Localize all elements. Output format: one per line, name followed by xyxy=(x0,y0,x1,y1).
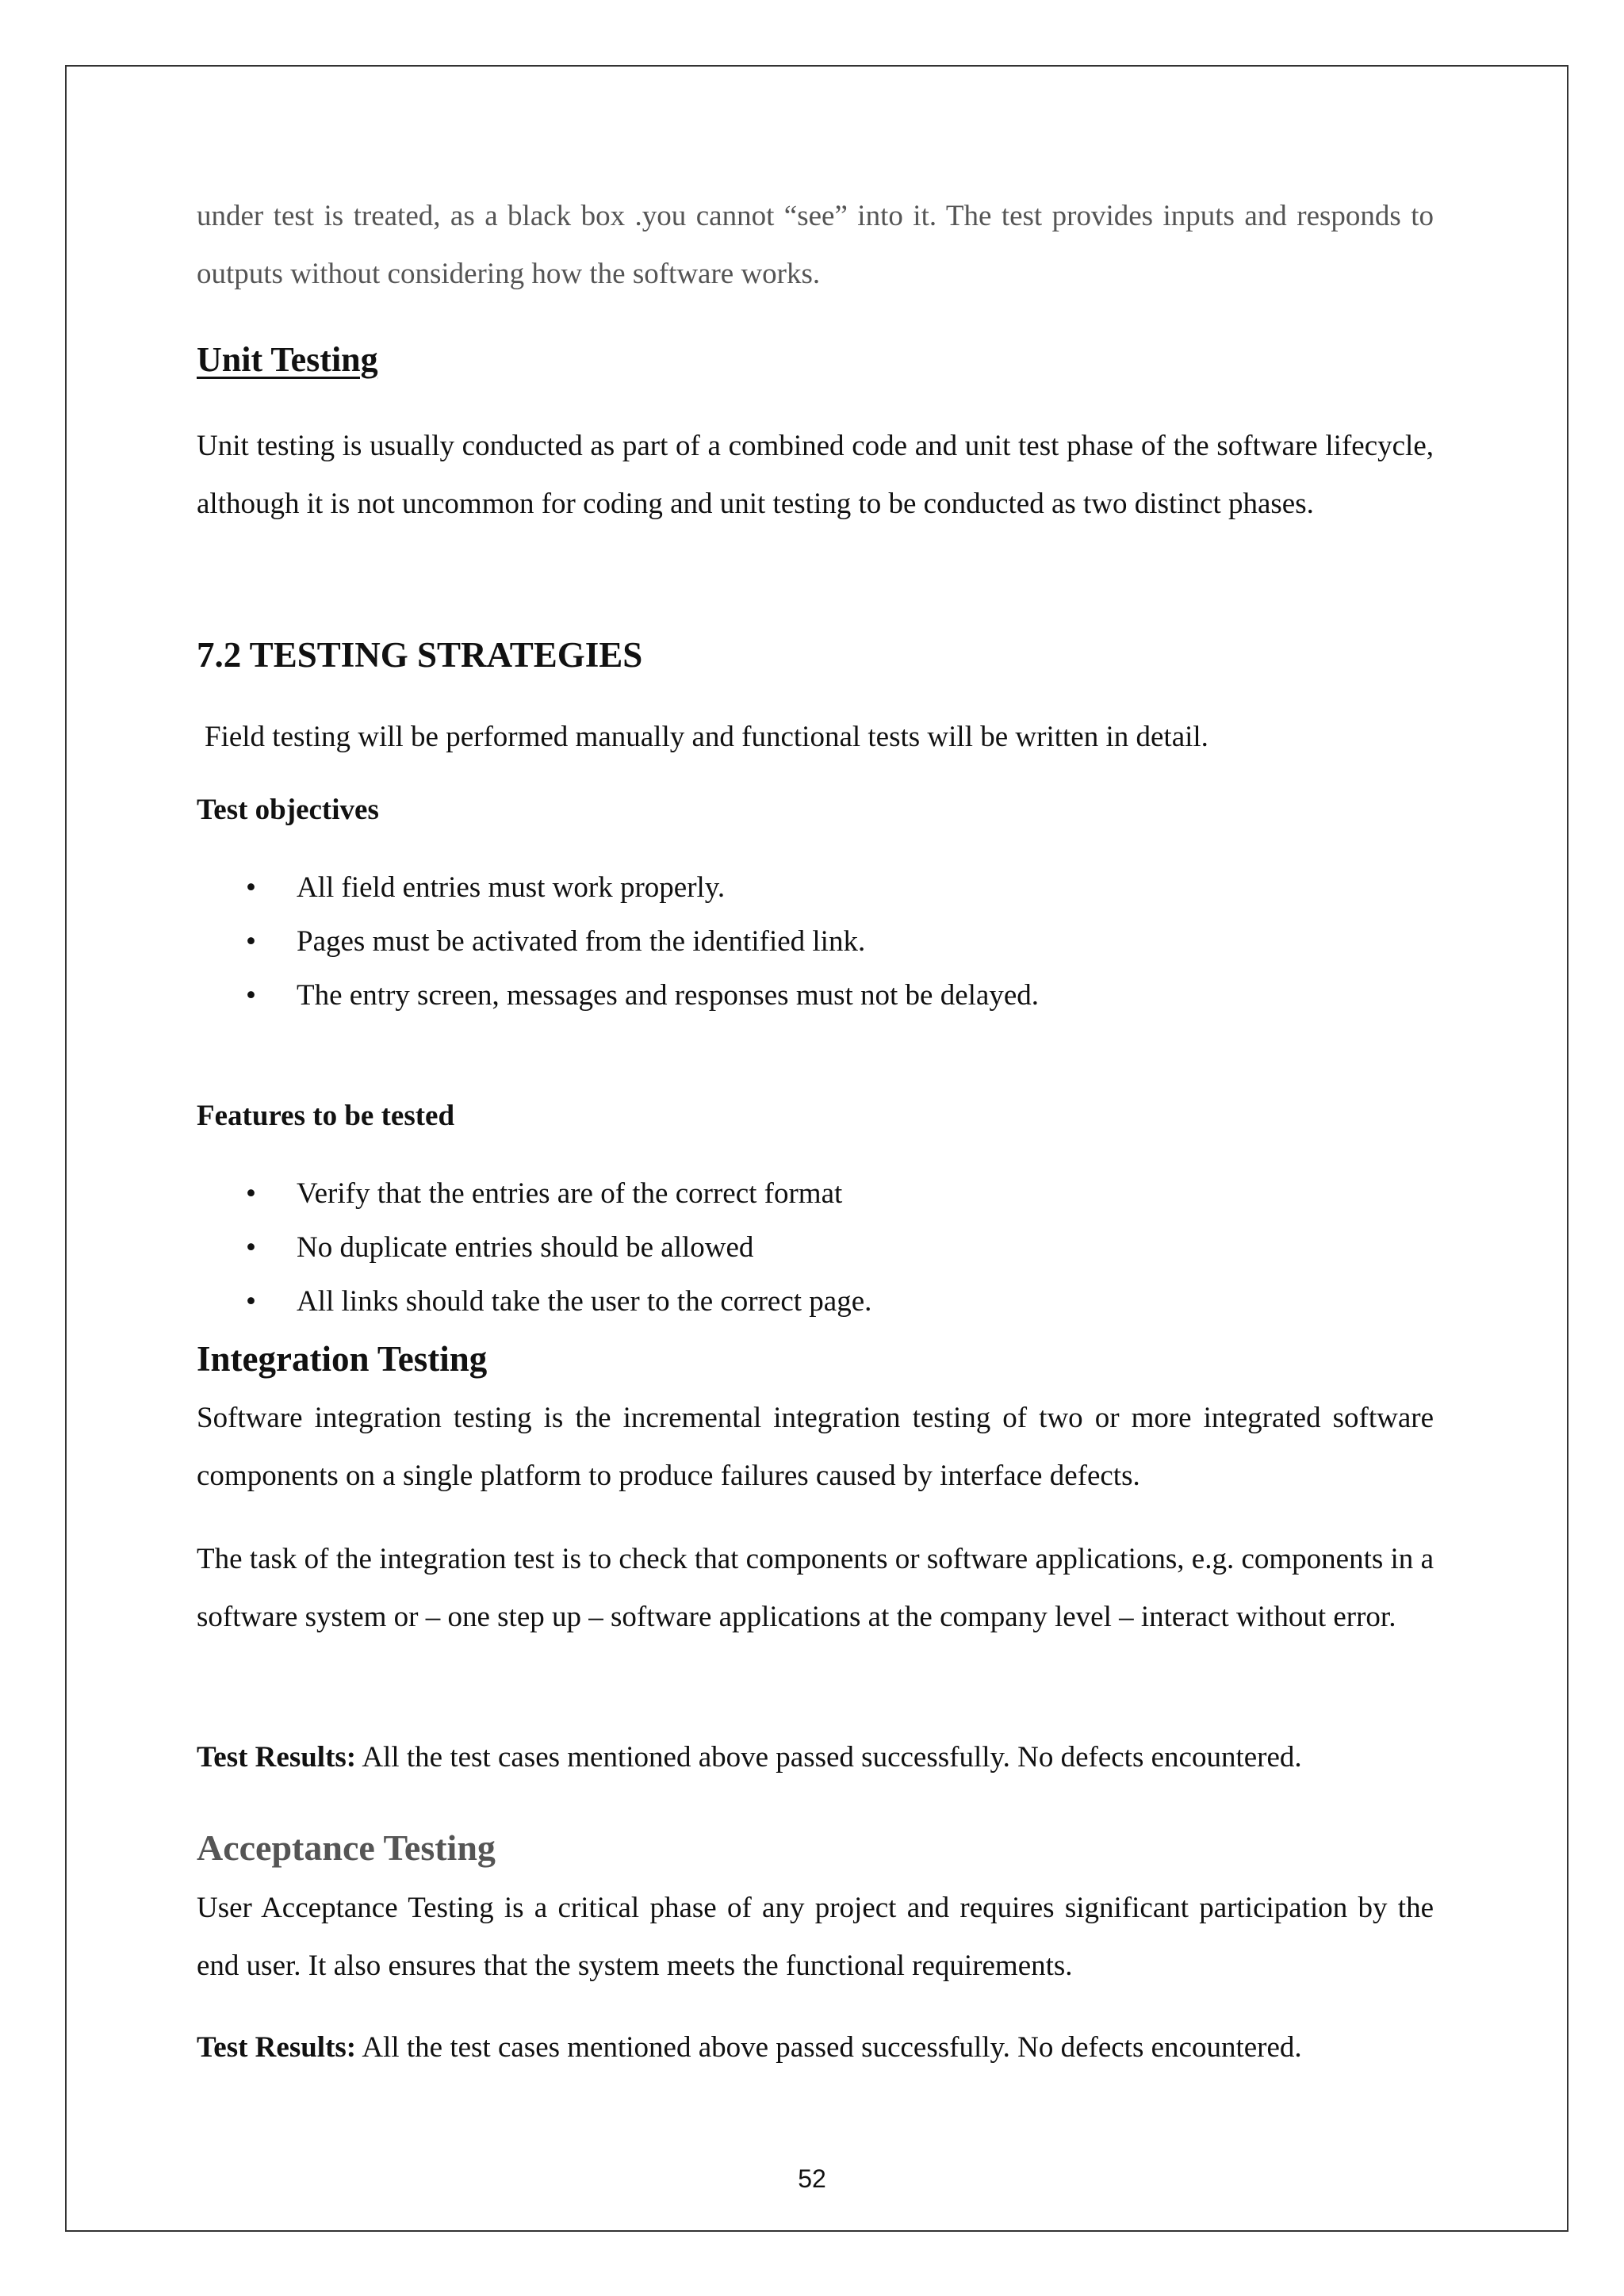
list-item-text: Pages must be activated from the identified link. xyxy=(297,925,866,958)
test-objectives-list xyxy=(197,861,1434,1023)
integration-paragraph-2: The task of the integration test is to check that components or software applications, e.g. components in a software system or – one step up – software applications at the company level – interact without error. xyxy=(197,1543,1434,1633)
list-item xyxy=(197,915,1434,969)
bullet-icon: • xyxy=(246,925,256,958)
list-item-text: The entry screen, messages and responses must not be delayed. xyxy=(297,979,1040,1012)
list-item-text: All field entries must work properly. xyxy=(297,871,726,904)
list-item xyxy=(197,1221,1434,1275)
page-number: 52 xyxy=(798,2164,826,2193)
list-item-text: No duplicate entries should be allowed xyxy=(297,1231,754,1264)
test-results-text: All the test cases mentioned above passed successfully. No defects encountered. xyxy=(356,1741,1302,1774)
bullet-icon: • xyxy=(246,979,256,1012)
strategies-intro: Field testing will be performed manually and functional tests will be written in detail. xyxy=(205,721,1208,753)
acceptance-test-results xyxy=(197,2019,1434,2076)
integration-test-results xyxy=(197,1728,1434,1786)
acceptance-testing-heading: Acceptance Testing xyxy=(197,1827,496,1868)
bullet-icon: • xyxy=(246,1285,256,1318)
testing-strategies-heading: 7.2 TESTING STRATEGIES xyxy=(197,635,643,675)
bullet-icon: • xyxy=(246,1231,256,1264)
integration-testing-heading: Integration Testing xyxy=(197,1339,488,1379)
intro-paragraph: under test is treated, as a black box .you cannot “see” into it. The test provides inputs and responds to outputs without considering how the software works. xyxy=(197,200,1434,290)
integration-paragraph-1: Software integration testing is the incremental integration testing of two or more integrated software components on a single platform to produce failures caused by interface defects. xyxy=(197,1402,1434,1492)
features-heading: Features to be tested xyxy=(197,1100,455,1132)
features-list xyxy=(197,1167,1434,1329)
list-item-text: Verify that the entries are of the correct format xyxy=(297,1177,843,1210)
unit-testing-paragraph: Unit testing is usually conducted as part of a combined code and unit test phase of the software lifecycle, although it is not uncommon for coding and unit testing to be conducted as two distinct phases. xyxy=(197,430,1434,520)
acceptance-paragraph: User Acceptance Testing is a critical phase of any project and requires significant participation by the end user. It also ensures that the system meets the functional requirements. xyxy=(197,1892,1434,1982)
bullet-icon: • xyxy=(246,1177,256,1210)
list-item xyxy=(197,1167,1434,1221)
list-item xyxy=(197,861,1434,915)
list-item-text: All links should take the user to the correct page. xyxy=(297,1285,872,1318)
unit-testing-heading: Unit Testing xyxy=(197,340,378,379)
test-objectives-heading: Test objectives xyxy=(197,794,379,826)
test-results-label: Test Results: xyxy=(197,1741,357,1774)
test-results-text: All the test cases mentioned above passed successfully. No defects encountered. xyxy=(356,2031,1302,2064)
bullet-icon: • xyxy=(246,871,256,904)
test-results-label: Test Results: xyxy=(197,2031,357,2064)
list-item xyxy=(197,969,1434,1023)
list-item xyxy=(197,1275,1434,1329)
